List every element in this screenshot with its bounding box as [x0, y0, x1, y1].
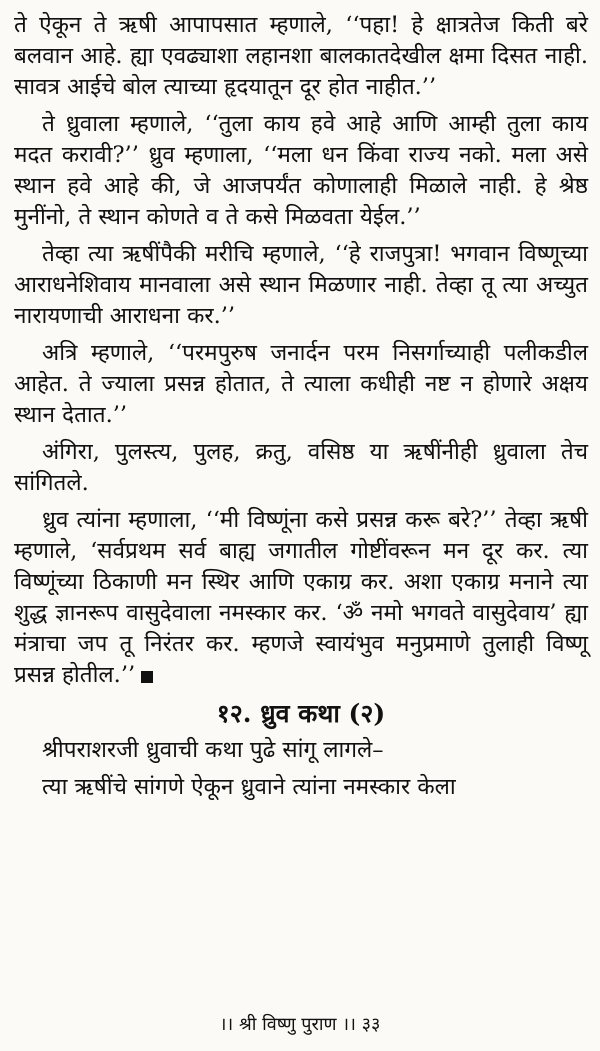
chapter-title: १२. ध्रुव कथा (२): [216, 699, 386, 728]
paragraph-6-text: ध्रुव त्यांना म्हणाला, ‘‘मी विष्णूंना कसे प्रसन्न करू बरे?’’ तेव्हा ऋषी म्हणाले, ‘सर्वप्रथम सर्व बाह्य जगातील गोष्टींवरून मन दूर कर. त्या विष्णूंच्या ठिकाणी मन स्थिर आणि एकाग्र कर. अशा एकाग्र मनाने त्या शुद्ध ज्ञानरूप वासुदेवाला नमस्कार कर. ‘ॐ नमो भगवते वासुदेवाय’ ह्या मंत्राचा जप तू निरंतर कर. म्हणजे स्वायंभुव मनुप्रमाणे तुलाही विष्णू प्रसन्न होतील.’’: [14, 507, 588, 688]
paragraph-1: ते ऐकून ते ऋषी आपापसात म्हणाले, ‘‘पहा! हे क्षात्रतेज किती बरे बलवान आहे. ह्या एवढ्याशा लहानशा बालकातदेखील क्षमा दिसत नाही. सावत्र आईचे बोल त्याच्या हृदयातून दूर होत नाहीत.’’: [14, 12, 588, 100]
chapter-line-1: श्रीपराशरजी ध्रुवाची कथा पुढे सांगू लागले–: [42, 737, 384, 763]
paragraph-4: अत्रि म्हणाले, ‘‘परमपुरुष जनार्दन परम निसर्गाच्याही पलीकडील आहेत. ते ज्याला प्रसन्न होतात, ते त्याला कधीही नष्ट न होणारे अक्षय स्थान देतात.’’: [14, 340, 588, 428]
paragraph-6: [14, 505, 588, 691]
page-footer: ।। श्री विष्णु पुराण ।। ३३: [219, 1014, 381, 1035]
paragraph-3: तेव्हा त्या ऋषींपैकी मरीचि म्हणाले, ‘‘हे राजपुत्रा! भगवान विष्णूच्या आराधनेशिवाय मानवाला असे स्थान मिळणार नाही. तेव्हा तू त्या अच्युत नारायणाची आराधना कर.’’: [14, 241, 588, 329]
paragraph-2: ते ध्रुवाला म्हणाले, ‘‘तुला काय हवे आहे आणि आम्ही तुला काय मदत करावी?’’ ध्रुव म्हणाला, ‘‘मला धन किंवा राज्य नको. मला असे स्थान हवे आहे की, जे आजपर्यंत कोणालाही मिळाले नाही. हे श्रेष्ठ मुनींनो, ते स्थान कोणते व ते कसे मिळवता येईल.’’: [14, 111, 588, 230]
paragraph-5: अंगिरा, पुलस्त्य, पुलह, क्रतु, वसिष्ठ या ऋषींनीही ध्रुवाला तेच सांगितले.: [14, 439, 588, 496]
chapter-line-2: त्या ऋषींचे सांगणे ऐकून ध्रुवाने त्यांना नमस्कार केला: [42, 774, 456, 800]
section-end-mark: [141, 671, 153, 683]
